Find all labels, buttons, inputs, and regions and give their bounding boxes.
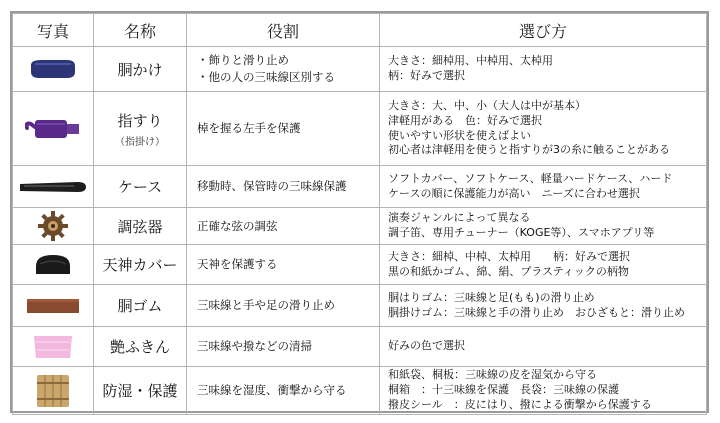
blue-pad-icon bbox=[27, 56, 79, 82]
header-name: 名称 bbox=[94, 14, 187, 47]
role-line: ・他の人の三味線区別する bbox=[197, 70, 335, 84]
choose-line: 大きさ：細棹、中棹、太棹用 柄：好みで選択 bbox=[388, 249, 630, 263]
row-name: 胴ゴム bbox=[94, 285, 187, 327]
choose-line: 調子笛、専用チューナー（KOGE等）、スマホアプリ等 bbox=[388, 226, 655, 239]
table-row bbox=[13, 327, 707, 367]
role-line: 棹を握る左手を保護 bbox=[197, 121, 301, 136]
role-line: 三味線や撥などの清掃 bbox=[197, 339, 312, 354]
header-photo: 写真 bbox=[13, 14, 94, 47]
table-row bbox=[13, 208, 707, 245]
choose-line: 和紙袋、桐板：三味線の皮を湿気から守る bbox=[388, 368, 597, 382]
table-row bbox=[13, 92, 707, 166]
table-row bbox=[13, 47, 707, 92]
choose-line: 撥皮シール ：皮にはり、撥による衝撃から保護する bbox=[388, 397, 652, 411]
accessory-table bbox=[12, 13, 707, 415]
table-row bbox=[13, 285, 707, 327]
choose-line: 黒の和紙かゴム、綿、絹、プラスティックの柄物 bbox=[388, 264, 629, 278]
choose-line: 胴はりゴム：三味線と足(もも)の滑り止め bbox=[388, 290, 595, 304]
choose-line: 桐箱 ：十三味線を保護 長袋：三味線の保護 bbox=[388, 383, 619, 397]
accessory-table-frame bbox=[10, 11, 709, 413]
role-line: ・飾りと滑り止め bbox=[197, 53, 289, 68]
choose-line: ケースの順に保護能力が高い ニーズに合わせ選択 bbox=[388, 186, 640, 200]
choose-line: ソフトカバー、ソフトケース、軽量ハードケース、ハード bbox=[388, 171, 673, 185]
choose-line: 大きさ：大、中、小（大人は中が基本） bbox=[388, 98, 586, 112]
row-name: 艶ふきん bbox=[94, 327, 187, 367]
role-line: 正確な弦の調弦 bbox=[197, 218, 278, 233]
header-role: 役割 bbox=[187, 14, 380, 47]
purple-finger-cover-icon bbox=[25, 114, 81, 144]
choose-line: 柄：好みで選択 bbox=[388, 69, 465, 82]
choose-line: 初心者は津軽用を使うと指すりが3の糸に触ることがある bbox=[388, 143, 670, 157]
role-line: 三味線を湿度、衝撃から守る bbox=[197, 383, 347, 398]
choose-line: 津軽用がある 色：好みで選択 bbox=[388, 113, 542, 127]
brown-rubber-icon bbox=[25, 296, 81, 316]
black-cap-icon bbox=[30, 252, 76, 278]
header-row bbox=[13, 14, 707, 47]
choose-line: 大きさ：細棹用、中棹用、太棹用 bbox=[388, 54, 553, 68]
choose-line: 好みの色で選択 bbox=[388, 339, 465, 353]
row-name-sub: （指掛け） bbox=[115, 136, 165, 148]
row-name: 防湿・保護 bbox=[94, 367, 187, 415]
choose-line: 使いやすい形状を使えばよい bbox=[388, 128, 531, 142]
header-choose: 選び方 bbox=[380, 14, 707, 47]
choose-line: 胴掛けゴム：三味線と手の滑り止め おひざもと：滑り止め bbox=[388, 305, 685, 319]
role-line: 天神を保護する bbox=[197, 257, 278, 272]
row-name: ケース bbox=[94, 166, 187, 208]
choose-line: 演奏ジャンルによって異なる bbox=[388, 211, 531, 225]
role-line: 三味線と手や足の滑り止め bbox=[197, 298, 335, 313]
black-case-icon bbox=[18, 176, 88, 198]
table-row bbox=[13, 245, 707, 285]
row-name: 天神カバー bbox=[94, 245, 187, 285]
tuner-icon bbox=[37, 210, 69, 242]
role-line: 移動時、保管時の三味線保護 bbox=[197, 179, 347, 194]
table-row bbox=[13, 166, 707, 208]
table-row bbox=[13, 367, 707, 415]
row-name: 胴かけ bbox=[94, 47, 187, 92]
row-name: 指すり bbox=[117, 111, 163, 130]
row-name: 調弦器 bbox=[94, 208, 187, 245]
pink-cloth-icon bbox=[28, 332, 78, 362]
wooden-box-icon bbox=[31, 371, 75, 411]
